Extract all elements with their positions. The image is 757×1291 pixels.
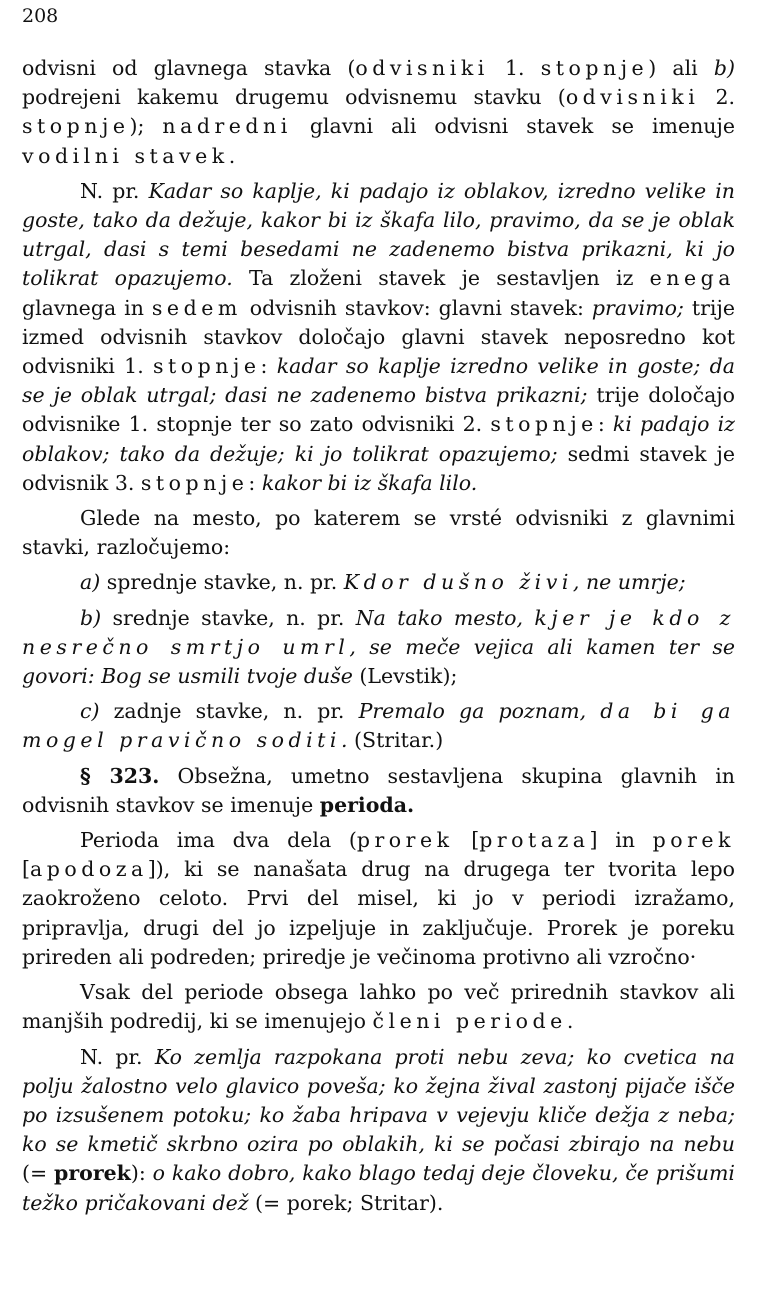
- spaced-term: prorek: [356, 828, 454, 853]
- text-run: srednje stavke, n. pr.: [101, 605, 356, 630]
- text-run: zadnje stavke, n. pr.: [99, 699, 359, 724]
- paragraph-period-example: [22, 1043, 735, 1218]
- spaced-term: protaza: [479, 828, 590, 853]
- spaced-term: enega: [649, 266, 735, 291]
- italic-run: , ne umrje;: [572, 570, 686, 595]
- text-run: glavni ali odvisni stavek se imenuje: [291, 114, 735, 139]
- list-item-b: [22, 604, 735, 692]
- text-run: :: [597, 412, 613, 437]
- text-run: .: [566, 1009, 574, 1034]
- paragraph-dependent-clauses: [22, 54, 735, 171]
- text-run: :: [260, 354, 277, 379]
- spaced-term: stopnje: [22, 114, 130, 139]
- text-run: ):: [130, 1161, 153, 1186]
- text-run: Vsak del periode obsega lahko po več prirednih stavkov ali manjših podredij, ki se imenujejo: [22, 980, 735, 1034]
- italic-run: , se meče vejica ali kamen ter se govori: Bog se usmili tvoje duše: [22, 634, 735, 689]
- text-run: ]), ki se nanašata drug na drugega ter tvorita lepo zaokroženo celoto. Prvi del misel, ki jo v periodi izražamo, pripravlja, drugi del jo izpeljuje in zaključuje. Prorek je poreku prireden ali podreden; priredje je večinoma protivno ali vzročno·: [22, 857, 735, 969]
- bold-term: prorek: [54, 1161, 131, 1186]
- text-run: (Levstik);: [352, 664, 458, 689]
- text-run: :: [248, 470, 262, 495]
- italic-run: o kako dobro, kako blago tedaj deje človeku, če prišumi težko pričakovani dež: [22, 1161, 735, 1215]
- italic-run: .: [340, 728, 348, 753]
- spaced-italic-term: Kdor dušno živi: [343, 570, 573, 595]
- spaced-term: stopnje: [490, 412, 598, 437]
- italic-run: kakor bi iz škafa lilo.: [261, 470, 478, 495]
- paragraph-period-members: [22, 978, 735, 1036]
- text-run: trije določajo odvisnike 1. stopnje ter so zato odvisniki 2.: [22, 383, 735, 437]
- text-run: ) ali: [648, 56, 714, 80]
- list-marker: a): [80, 570, 101, 595]
- italic-run: Na tako mesto,: [355, 605, 535, 630]
- list-marker: b): [80, 605, 102, 630]
- text-run: N. pr.: [80, 178, 149, 203]
- text-run: glavnega in: [22, 295, 152, 320]
- section-323-definition: [22, 762, 735, 820]
- text-run: Obsežna, umetno sestavljena skupina glavnih in odvisnih stavkov se imenuje: [22, 763, 735, 817]
- text-run: [: [453, 828, 480, 853]
- text-run: sedmi stavek je odvisnik 3.: [22, 441, 735, 495]
- list-item-c: [22, 697, 735, 755]
- spaced-term: odvisniki: [355, 56, 489, 80]
- spaced-term: porek: [652, 828, 735, 853]
- spaced-term: členi periode: [372, 1009, 567, 1034]
- section-number: § 323.: [80, 763, 160, 788]
- italic-run: kadar so kaplje izredno velike in goste; da se je oblak utrgal; dasi ne zadenemo bistva prikazni;: [22, 354, 736, 408]
- text-run: podrejeni kakemu drugemu odvisnemu stavku (: [22, 85, 566, 110]
- italic-run: Ko zemlja razpokana proti nebu zeva; ko cvetica na polju žalostno velo glavico poveša; ko žejna žival zastonj pijače išče po izsušenem potoku; ko žaba hripava v vejevju kliče dežja z neba; ko se kmetič skrbno ozira po oblakih, ki se počasi zbirajo na nebu: [22, 1044, 735, 1157]
- text-run: sprednje stavke, n. pr.: [100, 570, 344, 595]
- spaced-term: stopnje: [540, 56, 649, 80]
- text-run: );: [129, 114, 163, 139]
- list-item-a: [22, 568, 735, 597]
- spaced-term: sedem: [151, 295, 242, 320]
- italic-run: ki padajo iz oblakov; tako da dežuje; ki jo tolikrat opazujemo;: [22, 412, 735, 466]
- italic-run: Premalo ga poznam,: [358, 699, 601, 724]
- spaced-italic-term: da bi ga mogel pravično soditi: [22, 699, 735, 753]
- text-run: odvisnih stavkov: glavni stavek:: [241, 295, 592, 320]
- spaced-term: stopnje: [153, 354, 261, 379]
- text-run: trije izmed odvisnih stavkov določajo glavni stavek neposredno kot odvisniki 1.: [22, 295, 735, 379]
- paragraph-example-complex-sentence: [22, 177, 735, 498]
- italic-run: pravimo;: [591, 295, 684, 320]
- text-run: [: [22, 857, 30, 882]
- spaced-term: vodilni stavek: [22, 143, 229, 168]
- list-marker: c): [80, 699, 100, 724]
- italic-run: Kadar so kaplje, ki padajo iz oblakov, izredno velike in goste, tako da dežuje, kakor bi iz škafa lilo, pravimo, da se je oblak utrgal, dasi s temi besedami ne zadenemo bistva prikazni, ki jo tolikrat opazujemo.: [22, 178, 735, 291]
- spaced-term: odvisniki: [565, 85, 700, 110]
- spaced-term: nadredni: [162, 114, 292, 139]
- spaced-term: apodoza: [30, 857, 148, 882]
- text-run: (Stritar.): [347, 728, 444, 753]
- paragraph-period-parts: [22, 826, 735, 972]
- bold-term: perioda.: [319, 792, 415, 817]
- italic-run: b): [713, 56, 735, 80]
- text-run: (= porek; Stritar).: [248, 1190, 444, 1215]
- text-run: (=: [22, 1161, 55, 1186]
- text-run: N. pr.: [80, 1044, 155, 1069]
- spaced-italic-term: kjer je kdo z nesrečno smrtjo umrl: [22, 605, 735, 659]
- spaced-term: stopnje: [140, 470, 249, 495]
- text-run: odvisni od glavnega stavka (: [22, 56, 356, 80]
- page-number: 208: [22, 5, 59, 27]
- text-run: Perioda ima dva dela (: [80, 828, 357, 853]
- text-run: 1.: [488, 56, 541, 80]
- text-run: 2.: [699, 85, 736, 110]
- text-run: Ta zloženi stavek je sestavljen iz: [232, 266, 650, 291]
- text-run: .: [228, 143, 236, 168]
- paragraph-clause-position: Glede na mesto, po katerem se vrsté odvisniki z glavnimi stavki, razločujemo:: [22, 506, 735, 560]
- text-run: ] in: [589, 828, 653, 853]
